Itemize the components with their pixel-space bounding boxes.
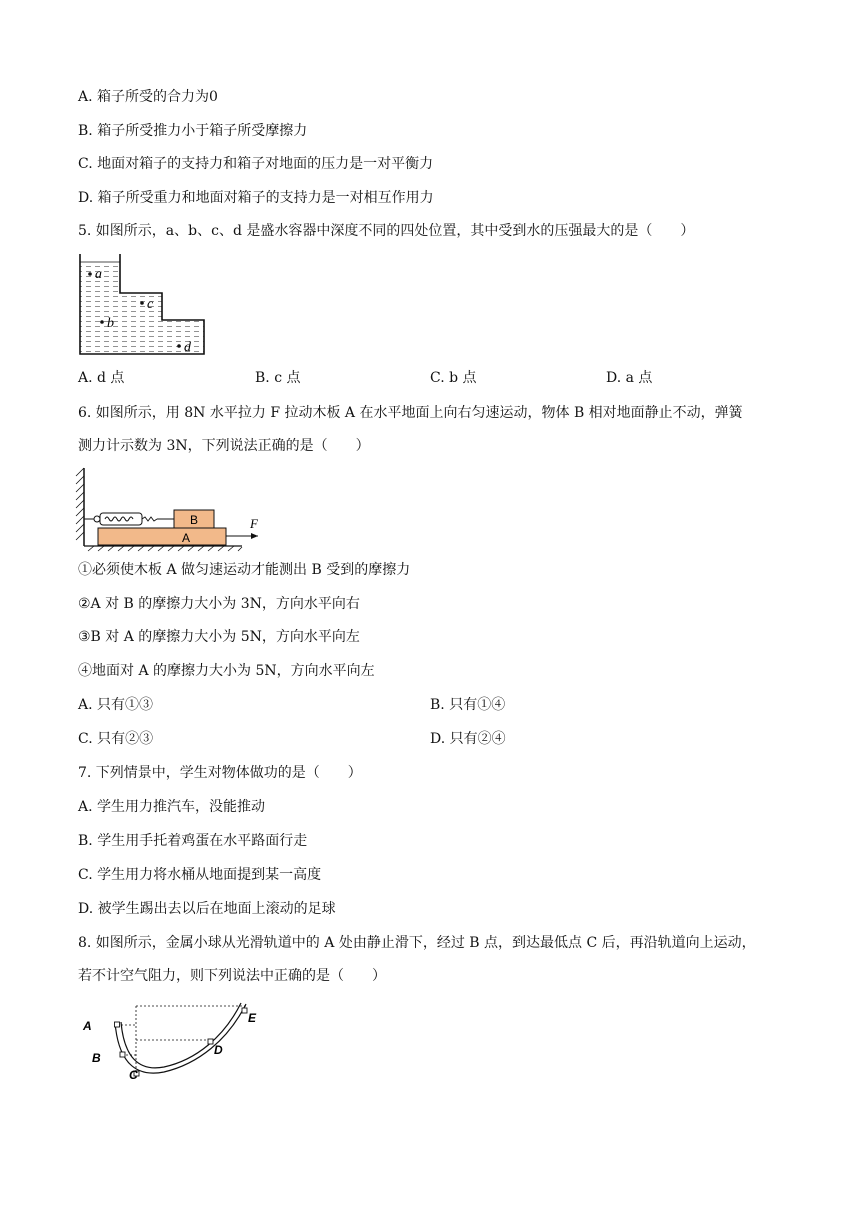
- q6-statement-3: ③B 对 A 的摩擦力大小为 5N，方向水平向左: [78, 629, 360, 645]
- q5-water-container-figure: [76, 254, 208, 358]
- q8-track-figure: [78, 1000, 268, 1080]
- q7-stem: 7. 下列情景中，学生对物体做功的是（ ）: [78, 765, 362, 781]
- label-c: c: [147, 297, 154, 312]
- q6-option-d: D. 只有②④: [430, 731, 506, 747]
- track-label-a: A: [83, 1019, 92, 1033]
- q5-option-a: A. d 点: [78, 370, 125, 386]
- q6-option-c: C. 只有②③: [78, 731, 154, 747]
- label-a: a: [95, 267, 102, 282]
- q6-statement-1: ①必须使木板 A 做匀速运动才能测出 B 受到的摩擦力: [78, 562, 411, 578]
- track-label-b: B: [92, 1051, 101, 1065]
- q5-stem: 5. 如图所示，a、b、c、d 是盛水容器中深度不同的四处位置，其中受到水的压强最大的是（ ）: [78, 223, 695, 239]
- scale-spring-end: [142, 517, 157, 521]
- track-label-d: D: [214, 1043, 223, 1057]
- board-a-label: A: [182, 531, 191, 545]
- track-label-e: E: [248, 1011, 257, 1025]
- point-c-dot: [140, 301, 144, 305]
- q6-stem-line1: 6. 如图所示，用 8N 水平拉力 F 拉动木板 A 在水平地面上向右匀速运动，物体 B 相对地面静止不动，弹簧: [78, 405, 743, 421]
- q6-option-a: A. 只有①③: [78, 697, 154, 713]
- marker-e: [242, 1008, 247, 1013]
- q7-option-c: C. 学生用力将水桶从地面提到某一高度: [78, 867, 322, 883]
- track-label-c: C: [129, 1068, 138, 1080]
- q6-statement-2: ②A 对 B 的摩擦力大小为 3N，方向水平向右: [78, 596, 360, 612]
- point-d-dot: [177, 344, 181, 348]
- q6-statement-4: ④地面对 A 的摩擦力大小为 5N，方向水平向左: [78, 663, 375, 679]
- q6-stem-line2: 测力计示数为 3N，下列说法正确的是（ ）: [78, 438, 370, 454]
- ground-hatching: [88, 546, 242, 551]
- point-b-dot: [100, 320, 104, 324]
- q4-option-b: B. 箱子所受推力小于箱子所受摩擦力: [78, 123, 308, 139]
- marker-d: [208, 1039, 213, 1044]
- label-b: b: [107, 316, 114, 331]
- track-inner: [121, 1003, 241, 1068]
- q4-option-c: C. 地面对箱子的支持力和箱子对地面的压力是一对平衡力: [78, 156, 434, 172]
- block-b-label: B: [190, 513, 199, 527]
- board-a: [98, 528, 226, 545]
- point-a-dot: [88, 272, 92, 276]
- q6-option-b: B. 只有①④: [430, 697, 506, 713]
- q5-option-b: B. c 点: [255, 370, 301, 386]
- q7-option-d: D. 被学生踢出去以后在地面上滚动的足球: [78, 901, 336, 917]
- q8-stem-line1: 8. 如图所示，金属小球从光滑轨道中的 A 处由静止滑下，经过 B 点，到达最低点 C 后，再沿轨道向上运动，: [78, 935, 756, 951]
- force-arrow-head: [251, 533, 258, 539]
- force-label: F: [250, 516, 258, 531]
- q8-stem-line2: 若不计空气阻力，则下列说法中正确的是（ ）: [78, 968, 386, 984]
- q4-option-a: A. 箱子所受的合力为0: [78, 89, 218, 105]
- q7-option-a: A. 学生用力推汽车，没能推动: [78, 799, 266, 815]
- marker-a: [115, 1022, 120, 1027]
- marker-b: [120, 1052, 125, 1057]
- wall-hatching: [76, 468, 84, 540]
- q5-option-d: D. a 点: [606, 370, 653, 386]
- label-d: d: [184, 340, 191, 355]
- q6-spring-scale-figure: [70, 466, 270, 552]
- q5-option-c: C. b 点: [430, 370, 477, 386]
- q7-option-b: B. 学生用手托着鸡蛋在水平路面行走: [78, 833, 308, 849]
- q4-option-d: D. 箱子所受重力和地面对箱子的支持力是一对相互作用力: [78, 190, 434, 206]
- scale-ring: [94, 516, 100, 522]
- track-outer: [115, 1004, 246, 1073]
